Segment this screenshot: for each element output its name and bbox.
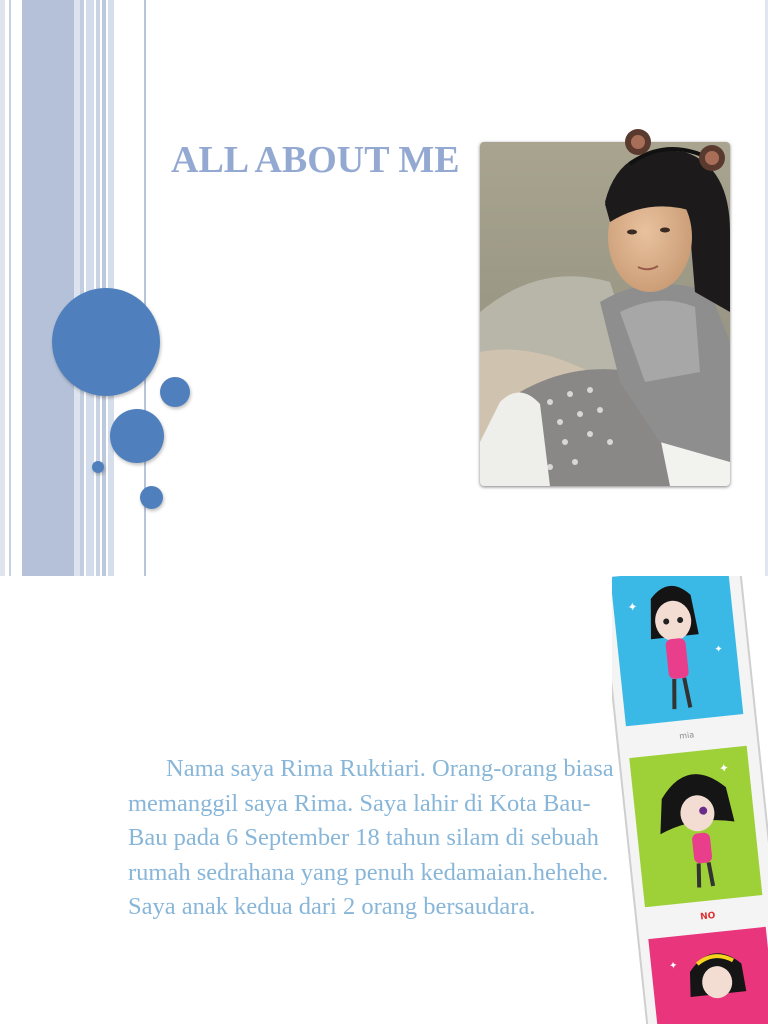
slide-title: ALL ABOUT ME	[171, 139, 460, 181]
vertical-stripe-band	[0, 0, 150, 576]
svg-text:✦: ✦	[718, 760, 730, 776]
svg-text:✦: ✦	[626, 599, 639, 615]
svg-text:✦: ✦	[713, 643, 724, 656]
anime-sticker-strip	[612, 576, 768, 1024]
large-circle-decoration	[52, 288, 160, 396]
sticker-caption-2: NO	[699, 911, 716, 923]
sticker-caption-1: mia	[678, 730, 695, 741]
small-circle-decoration	[160, 377, 190, 407]
about-paragraph: Nama saya Rima Ruktiari. Orang-orang biasa memanggil saya Rima. Saya lahir di Kota Bau-Bau pada 6 September 18 tahun silam di sebuah rumah sedrahana yang penuh kedamaian.hehehe. Saya anak kedua dari 2 orang bersaudara.	[128, 755, 614, 920]
profile-photo	[480, 142, 730, 486]
medium-circle-decoration	[110, 409, 164, 463]
svg-text:✦: ✦	[668, 960, 679, 973]
small-circle-decoration-2	[140, 486, 163, 509]
headband-ears-icon	[620, 124, 730, 184]
tiny-circle-decoration	[92, 461, 104, 473]
